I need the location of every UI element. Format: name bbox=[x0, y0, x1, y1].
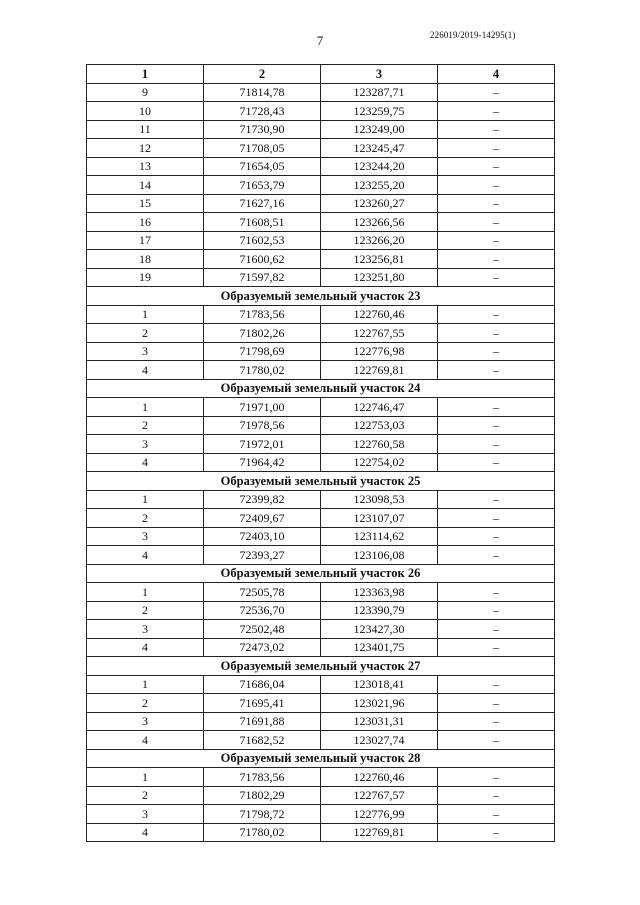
y-coordinate-cell: 123107,07 bbox=[321, 509, 438, 528]
note-cell: – bbox=[438, 490, 555, 509]
section-title: Образуемый земельный участок 27 bbox=[87, 657, 555, 676]
point-number-cell: 3 bbox=[87, 435, 204, 454]
table-row bbox=[87, 194, 555, 213]
x-coordinate-cell: 72393,27 bbox=[204, 546, 321, 565]
table-row bbox=[87, 120, 555, 139]
x-coordinate-cell: 71600,62 bbox=[204, 250, 321, 269]
note-cell: – bbox=[438, 823, 555, 842]
table-row bbox=[87, 342, 555, 361]
y-coordinate-cell: 123106,08 bbox=[321, 546, 438, 565]
note-cell: – bbox=[438, 176, 555, 195]
note-cell: – bbox=[438, 583, 555, 602]
x-coordinate-cell: 72536,70 bbox=[204, 601, 321, 620]
x-coordinate-cell: 71802,26 bbox=[204, 324, 321, 343]
point-number-cell: 4 bbox=[87, 731, 204, 750]
table-row bbox=[87, 712, 555, 731]
table-row bbox=[87, 675, 555, 694]
point-number-cell: 4 bbox=[87, 361, 204, 380]
section-title-row bbox=[87, 564, 555, 583]
section-title-row bbox=[87, 749, 555, 768]
x-coordinate-cell: 71964,42 bbox=[204, 453, 321, 472]
x-coordinate-cell: 71798,72 bbox=[204, 805, 321, 824]
point-number-cell: 3 bbox=[87, 805, 204, 824]
coordinates-table bbox=[86, 64, 555, 842]
section-title: Образуемый земельный участок 28 bbox=[87, 749, 555, 768]
note-cell: – bbox=[438, 731, 555, 750]
x-coordinate-cell: 72403,10 bbox=[204, 527, 321, 546]
x-coordinate-cell: 71802,29 bbox=[204, 786, 321, 805]
y-coordinate-cell: 122767,55 bbox=[321, 324, 438, 343]
note-cell: – bbox=[438, 213, 555, 232]
y-coordinate-cell: 122760,46 bbox=[321, 305, 438, 324]
x-coordinate-cell: 71686,04 bbox=[204, 675, 321, 694]
note-cell: – bbox=[438, 768, 555, 787]
note-cell: – bbox=[438, 453, 555, 472]
column-header-3: 3 bbox=[321, 65, 438, 84]
table-row bbox=[87, 416, 555, 435]
y-coordinate-cell: 123244,20 bbox=[321, 157, 438, 176]
y-coordinate-cell: 122776,98 bbox=[321, 342, 438, 361]
table-row bbox=[87, 583, 555, 602]
note-cell: – bbox=[438, 120, 555, 139]
table-row bbox=[87, 620, 555, 639]
note-cell: – bbox=[438, 305, 555, 324]
point-number-cell: 4 bbox=[87, 638, 204, 657]
point-number-cell: 4 bbox=[87, 546, 204, 565]
x-coordinate-cell: 71780,02 bbox=[204, 361, 321, 380]
note-cell: – bbox=[438, 509, 555, 528]
section-title-row bbox=[87, 287, 555, 306]
point-number-cell: 1 bbox=[87, 583, 204, 602]
note-cell: – bbox=[438, 361, 555, 380]
page-number: 7 bbox=[316, 33, 324, 48]
table-row bbox=[87, 694, 555, 713]
y-coordinate-cell: 122753,03 bbox=[321, 416, 438, 435]
y-coordinate-cell: 123363,98 bbox=[321, 583, 438, 602]
table-row bbox=[87, 213, 555, 232]
x-coordinate-cell: 71608,51 bbox=[204, 213, 321, 232]
note-cell: – bbox=[438, 620, 555, 639]
y-coordinate-cell: 123255,20 bbox=[321, 176, 438, 195]
y-coordinate-cell: 123245,47 bbox=[321, 139, 438, 158]
x-coordinate-cell: 71695,41 bbox=[204, 694, 321, 713]
note-cell: – bbox=[438, 83, 555, 102]
y-coordinate-cell: 122767,57 bbox=[321, 786, 438, 805]
table-row bbox=[87, 435, 555, 454]
point-number-cell: 1 bbox=[87, 490, 204, 509]
point-number-cell: 3 bbox=[87, 342, 204, 361]
point-number-cell: 1 bbox=[87, 768, 204, 787]
point-number-cell: 10 bbox=[87, 102, 204, 121]
table-row bbox=[87, 768, 555, 787]
point-number-cell: 12 bbox=[87, 139, 204, 158]
table-row bbox=[87, 490, 555, 509]
y-coordinate-cell: 123287,71 bbox=[321, 83, 438, 102]
x-coordinate-cell: 72409,67 bbox=[204, 509, 321, 528]
point-number-cell: 19 bbox=[87, 268, 204, 287]
note-cell: – bbox=[438, 675, 555, 694]
note-cell: – bbox=[438, 786, 555, 805]
note-cell: – bbox=[438, 324, 555, 343]
x-coordinate-cell: 71602,53 bbox=[204, 231, 321, 250]
table-row bbox=[87, 601, 555, 620]
note-cell: – bbox=[438, 527, 555, 546]
point-number-cell: 11 bbox=[87, 120, 204, 139]
section-title: Образуемый земельный участок 26 bbox=[87, 564, 555, 583]
table-row bbox=[87, 102, 555, 121]
x-coordinate-cell: 71708,05 bbox=[204, 139, 321, 158]
table-row bbox=[87, 139, 555, 158]
note-cell: – bbox=[438, 435, 555, 454]
point-number-cell: 18 bbox=[87, 250, 204, 269]
x-coordinate-cell: 72399,82 bbox=[204, 490, 321, 509]
point-number-cell: 16 bbox=[87, 213, 204, 232]
x-coordinate-cell: 71682,52 bbox=[204, 731, 321, 750]
x-coordinate-cell: 71728,43 bbox=[204, 102, 321, 121]
x-coordinate-cell: 72502,48 bbox=[204, 620, 321, 639]
table-row bbox=[87, 786, 555, 805]
note-cell: – bbox=[438, 712, 555, 731]
y-coordinate-cell: 122760,58 bbox=[321, 435, 438, 454]
table-row bbox=[87, 231, 555, 250]
section-title: Образуемый земельный участок 23 bbox=[87, 287, 555, 306]
y-coordinate-cell: 123027,74 bbox=[321, 731, 438, 750]
table-row bbox=[87, 324, 555, 343]
table-row bbox=[87, 83, 555, 102]
point-number-cell: 4 bbox=[87, 453, 204, 472]
x-coordinate-cell: 71978,56 bbox=[204, 416, 321, 435]
table-row bbox=[87, 638, 555, 657]
table-row bbox=[87, 527, 555, 546]
y-coordinate-cell: 123266,20 bbox=[321, 231, 438, 250]
note-cell: – bbox=[438, 268, 555, 287]
point-number-cell: 3 bbox=[87, 712, 204, 731]
y-coordinate-cell: 122746,47 bbox=[321, 398, 438, 417]
point-number-cell: 2 bbox=[87, 601, 204, 620]
x-coordinate-cell: 71691,88 bbox=[204, 712, 321, 731]
point-number-cell: 2 bbox=[87, 509, 204, 528]
column-header-4: 4 bbox=[438, 65, 555, 84]
point-number-cell: 2 bbox=[87, 694, 204, 713]
table-row bbox=[87, 176, 555, 195]
document-id: 226019/2019-14295(1) bbox=[430, 30, 516, 40]
table-row bbox=[87, 823, 555, 842]
note-cell: – bbox=[438, 194, 555, 213]
table-row bbox=[87, 305, 555, 324]
note-cell: – bbox=[438, 139, 555, 158]
x-coordinate-cell: 72473,02 bbox=[204, 638, 321, 657]
y-coordinate-cell: 123401,75 bbox=[321, 638, 438, 657]
point-number-cell: 1 bbox=[87, 398, 204, 417]
x-coordinate-cell: 71654,05 bbox=[204, 157, 321, 176]
note-cell: – bbox=[438, 342, 555, 361]
table-body bbox=[87, 83, 555, 842]
note-cell: – bbox=[438, 250, 555, 269]
x-coordinate-cell: 71783,56 bbox=[204, 768, 321, 787]
point-number-cell: 14 bbox=[87, 176, 204, 195]
section-title-row bbox=[87, 472, 555, 491]
point-number-cell: 3 bbox=[87, 620, 204, 639]
note-cell: – bbox=[438, 231, 555, 250]
table-row bbox=[87, 361, 555, 380]
x-coordinate-cell: 71627,16 bbox=[204, 194, 321, 213]
table-header bbox=[87, 65, 555, 84]
table-row bbox=[87, 398, 555, 417]
point-number-cell: 1 bbox=[87, 305, 204, 324]
table-row bbox=[87, 805, 555, 824]
y-coordinate-cell: 123427,30 bbox=[321, 620, 438, 639]
note-cell: – bbox=[438, 416, 555, 435]
section-title: Образуемый земельный участок 24 bbox=[87, 379, 555, 398]
point-number-cell: 2 bbox=[87, 786, 204, 805]
table-row bbox=[87, 546, 555, 565]
point-number-cell: 1 bbox=[87, 675, 204, 694]
y-coordinate-cell: 122769,81 bbox=[321, 361, 438, 380]
y-coordinate-cell: 123266,56 bbox=[321, 213, 438, 232]
x-coordinate-cell: 71780,02 bbox=[204, 823, 321, 842]
x-coordinate-cell: 71597,82 bbox=[204, 268, 321, 287]
note-cell: – bbox=[438, 638, 555, 657]
y-coordinate-cell: 123021,96 bbox=[321, 694, 438, 713]
x-coordinate-cell: 71653,79 bbox=[204, 176, 321, 195]
point-number-cell: 17 bbox=[87, 231, 204, 250]
x-coordinate-cell: 71730,90 bbox=[204, 120, 321, 139]
x-coordinate-cell: 71814,78 bbox=[204, 83, 321, 102]
table-row bbox=[87, 250, 555, 269]
point-number-cell: 13 bbox=[87, 157, 204, 176]
y-coordinate-cell: 123114,62 bbox=[321, 527, 438, 546]
y-coordinate-cell: 123249,00 bbox=[321, 120, 438, 139]
point-number-cell: 4 bbox=[87, 823, 204, 842]
point-number-cell: 2 bbox=[87, 324, 204, 343]
table-row bbox=[87, 731, 555, 750]
point-number-cell: 15 bbox=[87, 194, 204, 213]
y-coordinate-cell: 123031,31 bbox=[321, 712, 438, 731]
column-header-2: 2 bbox=[204, 65, 321, 84]
note-cell: – bbox=[438, 102, 555, 121]
section-title-row bbox=[87, 657, 555, 676]
note-cell: – bbox=[438, 805, 555, 824]
y-coordinate-cell: 123259,75 bbox=[321, 102, 438, 121]
y-coordinate-cell: 122754,02 bbox=[321, 453, 438, 472]
x-coordinate-cell: 71971,00 bbox=[204, 398, 321, 417]
table-row bbox=[87, 453, 555, 472]
note-cell: – bbox=[438, 157, 555, 176]
y-coordinate-cell: 122776,99 bbox=[321, 805, 438, 824]
section-title: Образуемый земельный участок 25 bbox=[87, 472, 555, 491]
y-coordinate-cell: 123098,53 bbox=[321, 490, 438, 509]
x-coordinate-cell: 71783,56 bbox=[204, 305, 321, 324]
header-row bbox=[87, 65, 555, 84]
y-coordinate-cell: 122760,46 bbox=[321, 768, 438, 787]
section-title-row bbox=[87, 379, 555, 398]
table-row bbox=[87, 509, 555, 528]
table-row bbox=[87, 157, 555, 176]
y-coordinate-cell: 123390,79 bbox=[321, 601, 438, 620]
y-coordinate-cell: 123260,27 bbox=[321, 194, 438, 213]
y-coordinate-cell: 123018,41 bbox=[321, 675, 438, 694]
table-row bbox=[87, 268, 555, 287]
x-coordinate-cell: 71798,69 bbox=[204, 342, 321, 361]
point-number-cell: 9 bbox=[87, 83, 204, 102]
point-number-cell: 2 bbox=[87, 416, 204, 435]
column-header-1: 1 bbox=[87, 65, 204, 84]
x-coordinate-cell: 72505,78 bbox=[204, 583, 321, 602]
note-cell: – bbox=[438, 694, 555, 713]
y-coordinate-cell: 122769,81 bbox=[321, 823, 438, 842]
x-coordinate-cell: 71972,01 bbox=[204, 435, 321, 454]
note-cell: – bbox=[438, 546, 555, 565]
point-number-cell: 3 bbox=[87, 527, 204, 546]
note-cell: – bbox=[438, 601, 555, 620]
y-coordinate-cell: 123256,81 bbox=[321, 250, 438, 269]
y-coordinate-cell: 123251,80 bbox=[321, 268, 438, 287]
note-cell: – bbox=[438, 398, 555, 417]
